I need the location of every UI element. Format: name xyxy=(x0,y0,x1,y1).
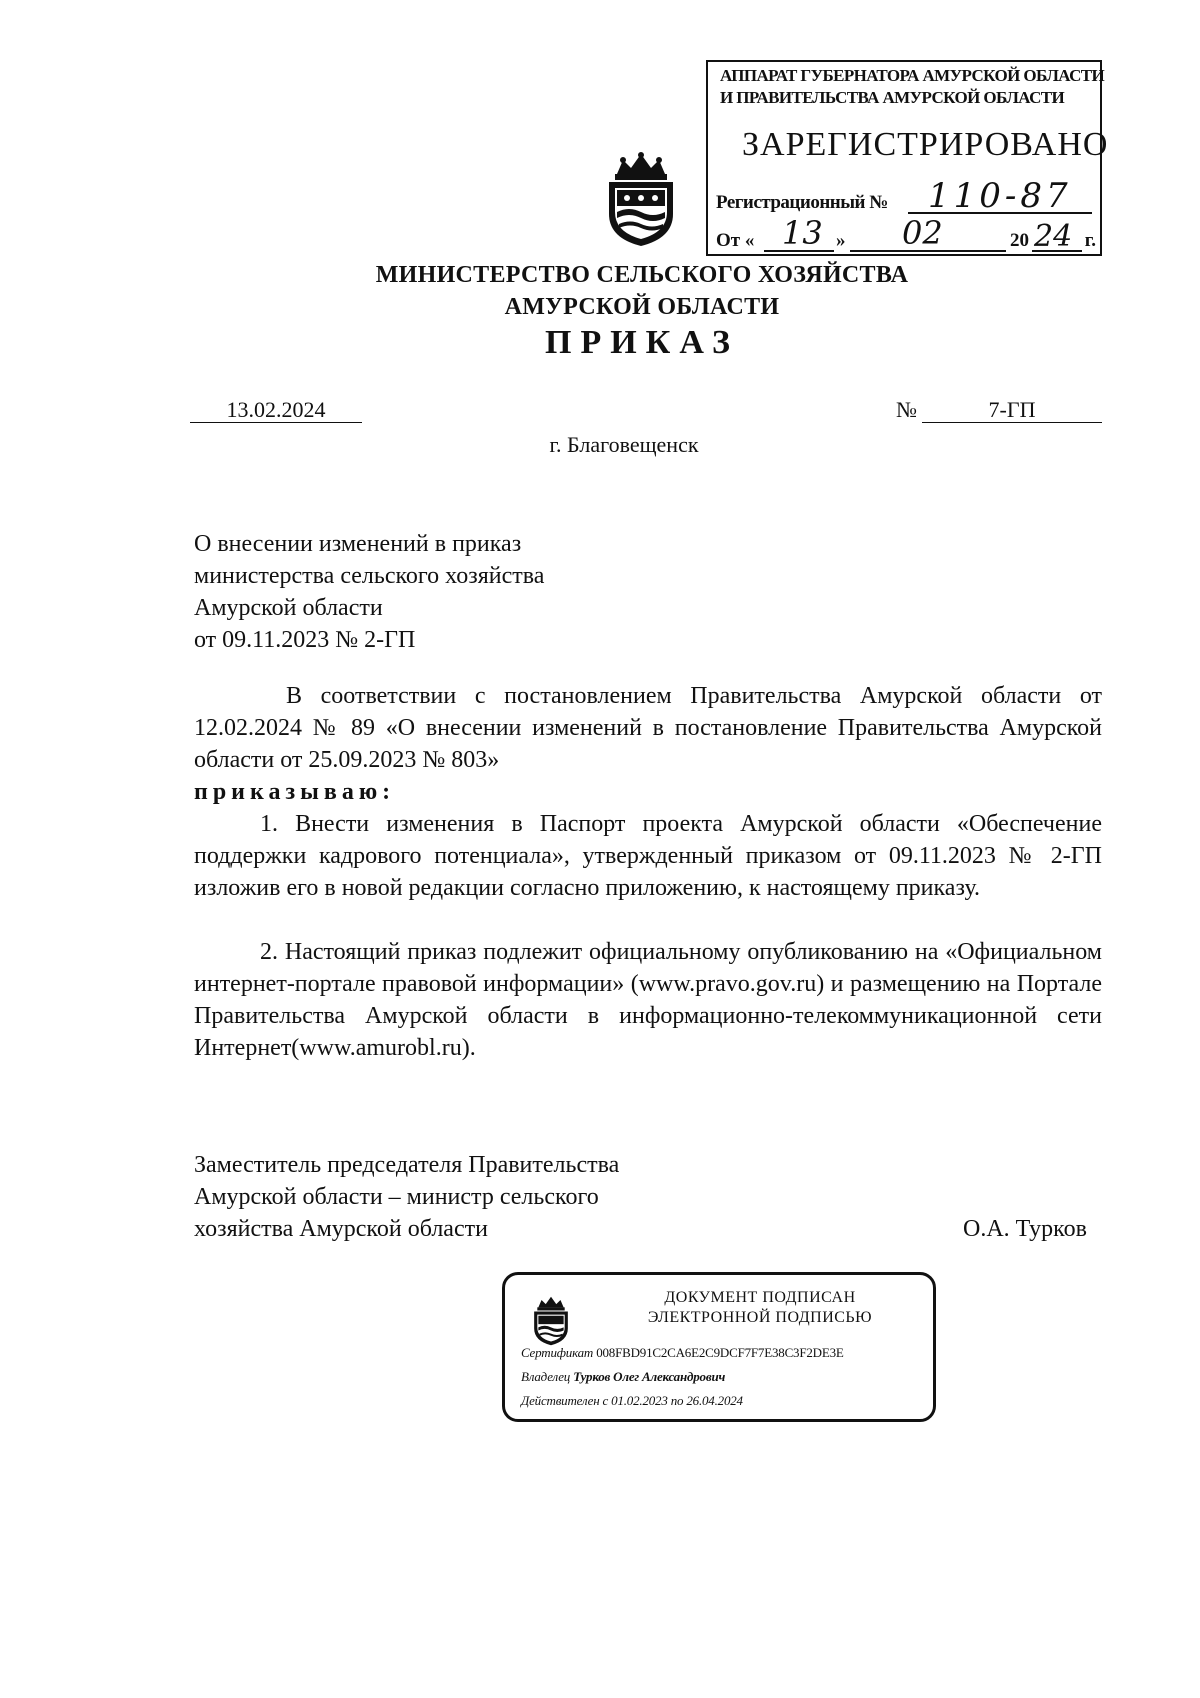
registration-year-suffix: 24 xyxy=(1034,219,1073,254)
document-type-heading: ПРИКАЗ xyxy=(545,324,739,361)
esignature-certificate-label: Сертификат xyxy=(521,1345,594,1360)
subject-line: Амурской области xyxy=(194,595,383,621)
signatory-position-line: Амурской области – министр сельского xyxy=(194,1184,599,1210)
signatory-position-line: Заместитель председателя Правительства xyxy=(194,1152,620,1178)
registration-year-prefix: 20 xyxy=(1010,230,1029,251)
registration-stamp xyxy=(706,60,1109,256)
registration-year-unit: г. xyxy=(1084,230,1096,251)
esignature-validity: Действителен с 01.02.2023 по 26.04.2024 xyxy=(521,1393,743,1408)
order-item-1: 1. Внести изменения в Паспорт проекта Амурской области «Обеспечение поддержки кадрового потенциала», утвержденный приказом от 09.11.2023 № 2-ГП изложив его в новой редакции согласно приложению, к настоящему приказу. xyxy=(194,811,1102,901)
esignature-certificate xyxy=(521,1345,844,1361)
subject-line: О внесении изменений в приказ xyxy=(194,531,522,557)
preamble-paragraph: В соответствии с постановлением Правительства Амурской области от 12.02.2024 № 89 «О внесении изменений в постановление Правительства Амурской области от 25.09.2023 № 803» xyxy=(194,683,1102,773)
signatory-position xyxy=(194,1149,619,1245)
ministry-heading: МИНИСТЕРСТВО СЕЛЬСКОГО ХОЗЯЙСТВА xyxy=(375,262,909,288)
signatory-position-line: хозяйства Амурской области xyxy=(194,1216,488,1242)
esignature-owner-label: Владелец xyxy=(521,1369,571,1384)
registration-stamp-line1: АППАРАТ ГУБЕРНАТОРА АМУРСКОЙ ОБЛАСТИ xyxy=(720,66,1105,85)
subject-line: министерства сельского хозяйства xyxy=(194,563,545,589)
registration-stamp-title: ЗАРЕГИСТРИРОВАНО xyxy=(742,126,1109,163)
coat-of-arms-icon xyxy=(603,152,679,248)
order-date: 13.02.2024 xyxy=(190,398,362,423)
registration-number-label: Регистрационный № xyxy=(716,192,888,213)
esignature-owner-value: Турков Олег Александрович xyxy=(573,1369,726,1384)
registration-stamp-line2: И ПРАВИТЕЛЬСТВА АМУРСКОЙ ОБЛАСТИ xyxy=(720,88,1065,107)
registration-number-row xyxy=(716,178,1094,218)
registration-date-row xyxy=(716,214,1096,256)
electronic-signature-stamp xyxy=(502,1272,936,1422)
coat-of-arms-icon xyxy=(531,1295,571,1347)
esignature-certificate-value: 008FBD91C2CA6E2C9DCF7F7E38C3F2DE3E xyxy=(596,1345,844,1360)
esignature-title-line1: ДОКУМЕНТ ПОДПИСАН xyxy=(664,1289,856,1306)
registration-date-month: 02 xyxy=(902,214,943,252)
subject-line: от 09.11.2023 № 2-ГП xyxy=(194,627,416,653)
registration-number-value: 110-87 xyxy=(928,176,1072,216)
registration-date-quote: » xyxy=(836,230,846,251)
city: г. Благовещенск xyxy=(549,432,699,457)
order-directive-word: приказываю: xyxy=(194,779,396,805)
region-heading: АМУРСКОЙ ОБЛАСТИ xyxy=(504,294,780,320)
registration-date-label: От « xyxy=(716,230,755,251)
order-subject xyxy=(194,528,794,656)
esignature-owner xyxy=(521,1369,725,1385)
order-number-label: № xyxy=(896,397,917,422)
order-number: 7-ГП xyxy=(922,398,1102,423)
order-item-2: 2. Настоящий приказ подлежит официальному опубликованию на «Официальном интернет-портале правовой информации» (www.pravo.gov.ru) и размещению на Портале Правительства Амурской области в информационно-телекоммуникационной сети Интернет(www.amurobl.ru). xyxy=(194,939,1102,1061)
registration-date-day: 13 xyxy=(782,214,823,252)
signatory-name: О.А. Турков xyxy=(963,1216,1087,1242)
esignature-title-line2: ЭЛЕКТРОННОЙ ПОДПИСЬЮ xyxy=(647,1309,873,1326)
